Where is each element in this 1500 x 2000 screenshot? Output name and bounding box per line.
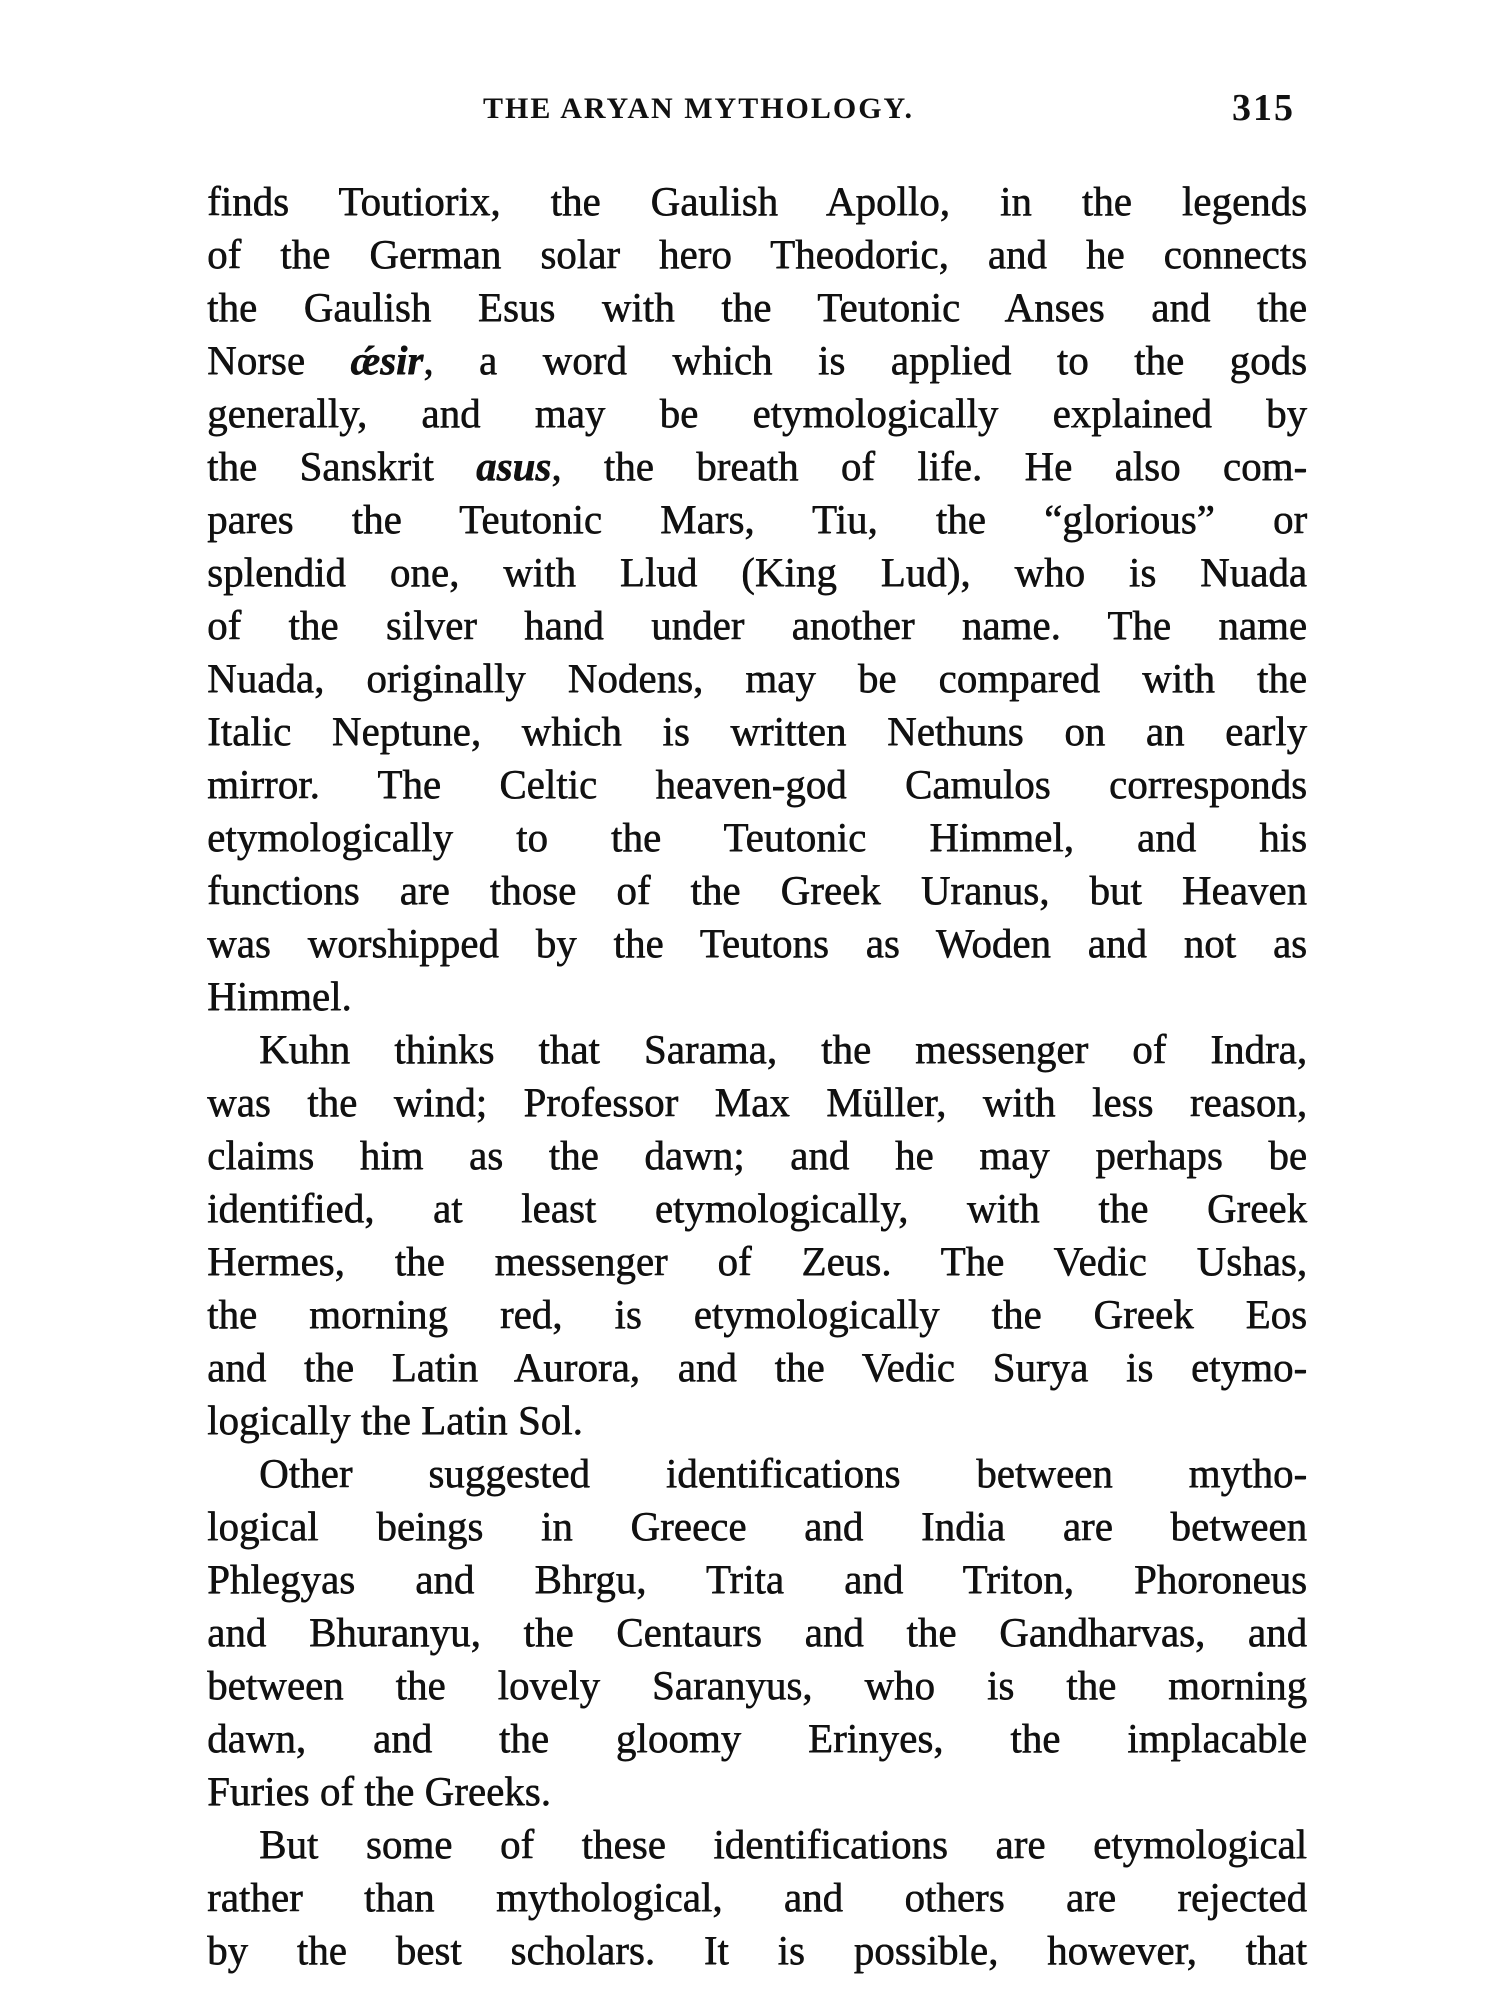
page-number: 315 bbox=[1232, 87, 1295, 129]
text-line: logically the Latin Sol. bbox=[207, 1397, 583, 1443]
text-line: of the silver hand under another name. The name bbox=[207, 602, 1307, 648]
text-line: logical beings in Greece and India are between bbox=[207, 1503, 1307, 1549]
text-line: splendid one, with Llud (King Lud), who is Nuada bbox=[207, 549, 1307, 595]
text-line: Italic Neptune, which is written Nethuns on an early bbox=[207, 708, 1307, 754]
text-line: the morning red, is etymologically the Greek Eos bbox=[207, 1291, 1307, 1337]
running-head: THE ARYAN MYTHOLOGY. bbox=[483, 92, 914, 125]
text-line: was worshipped by the Teutons as Woden and not as bbox=[207, 920, 1307, 966]
text-line: functions are those of the Greek Uranus, but Heaven bbox=[207, 867, 1307, 913]
text-line: of the German solar hero Theodoric, and he connects bbox=[207, 231, 1307, 277]
text-line: claims him as the dawn; and he may perhaps be bbox=[207, 1132, 1307, 1178]
text-line: by the best scholars. It is possible, however, that bbox=[207, 1927, 1307, 1973]
text-line: pares the Teutonic Mars, Tiu, the “glorious” or bbox=[207, 496, 1307, 542]
text-line: Kuhn thinks that Sarama, the messenger of Indra, bbox=[259, 1026, 1307, 1072]
text-line: identified, at least etymologically, with the Greek bbox=[207, 1185, 1307, 1231]
text-line: etymologically to the Teutonic Himmel, and his bbox=[207, 814, 1307, 860]
text-line: Hermes, the messenger of Zeus. The Vedic Ushas, bbox=[207, 1238, 1307, 1284]
text-line: dawn, and the gloomy Erinyes, the implacable bbox=[207, 1715, 1307, 1761]
text-line: But some of these identifications are etymological bbox=[259, 1821, 1307, 1867]
text-line: and the Latin Aurora, and the Vedic Surya is etymo- bbox=[207, 1344, 1307, 1390]
text-line: rather than mythological, and others are rejected bbox=[207, 1874, 1307, 1920]
text-line: the Sanskrit asus, the breath of life. He also com- bbox=[207, 443, 1307, 489]
text-line: Norse ǽsir, a word which is applied to the gods bbox=[207, 337, 1307, 383]
text-line: Other suggested identifications between mytho- bbox=[259, 1450, 1307, 1496]
text-line: the Gaulish Esus with the Teutonic Anses and the bbox=[207, 284, 1307, 330]
text-line: generally, and may be etymologically explained by bbox=[207, 390, 1307, 436]
text-line: Himmel. bbox=[207, 973, 352, 1019]
text-line: finds Toutiorix, the Gaulish Apollo, in the legends bbox=[207, 178, 1307, 224]
text-line: was the wind; Professor Max Müller, with less reason, bbox=[207, 1079, 1307, 1125]
text-line: mirror. The Celtic heaven-god Camulos corresponds bbox=[207, 761, 1307, 807]
text-line: Nuada, originally Nodens, may be compared with the bbox=[207, 655, 1307, 701]
text-line: Furies of the Greeks. bbox=[207, 1768, 551, 1814]
text-line: and Bhuranyu, the Centaurs and the Gandharvas, and bbox=[207, 1609, 1307, 1655]
text-line: Phlegyas and Bhrgu, Trita and Triton, Phoroneus bbox=[207, 1556, 1307, 1602]
text-line: between the lovely Saranyus, who is the morning bbox=[207, 1662, 1307, 1708]
